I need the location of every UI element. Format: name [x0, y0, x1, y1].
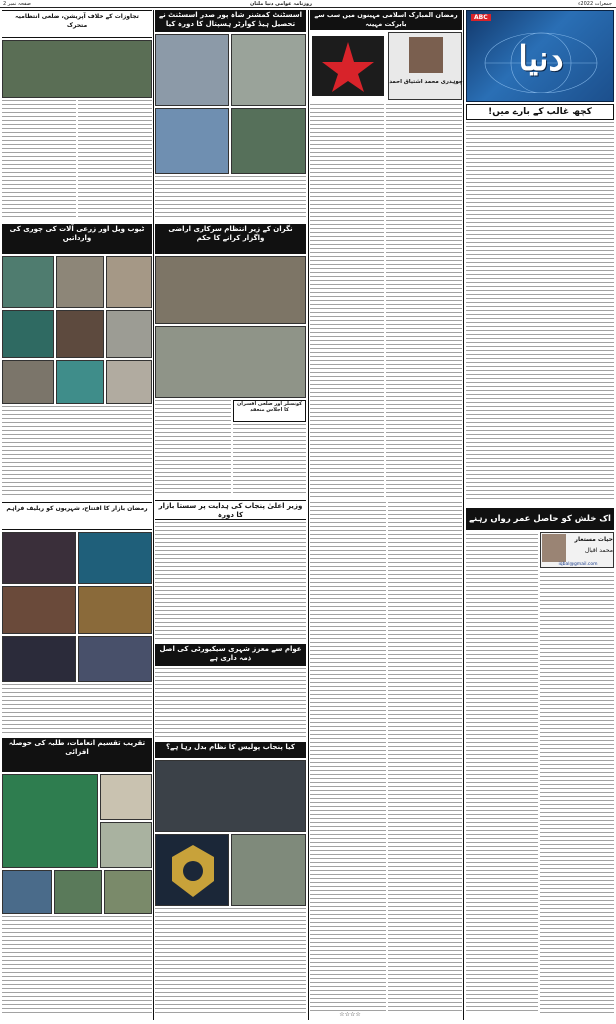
column1-headline: رمضان المبارک اسلامی مہینوں میں سب سے بابرکت مہینہ: [310, 10, 462, 30]
page-number: صفحہ نمبر 2: [3, 1, 31, 7]
news-body-6: [155, 522, 306, 642]
editorial-title: کچھ غالب کے بارے میں!: [488, 107, 592, 117]
news-photo-25: [100, 774, 152, 820]
column1-body-right: [310, 104, 384, 500]
news-body-1: [155, 176, 306, 220]
column1-header: [310, 10, 462, 102]
column2-author: محمد اقبال: [584, 547, 613, 554]
column2-author-label: حیات مستعار: [574, 536, 613, 543]
news-photo-21: [78, 586, 152, 634]
news-photo-1: [155, 34, 229, 106]
news-photo-20: [2, 586, 76, 634]
masthead: [466, 10, 614, 102]
news-photo-19: [78, 532, 152, 584]
news-photo-18: [2, 532, 76, 584]
news-headline-4: ٹیوب ویل اور زرعی آلات کی چوری کی وارداتیں: [2, 224, 152, 254]
news-photo-5: [155, 256, 306, 324]
news-photo-16: [56, 360, 104, 404]
news-body-8: [155, 908, 306, 1016]
news-photo-24: [2, 774, 98, 868]
news-headline-2: تجاوزات کے خلاف آپریشن، ضلعی انتظامیہ متحرک: [2, 10, 152, 38]
news-photo-10: [56, 256, 104, 308]
news-body-4: [2, 406, 152, 498]
news-photo-3: [155, 108, 229, 174]
news-photo-22: [2, 636, 76, 682]
news-body-2a: [2, 100, 76, 220]
news-photo-7: [2, 40, 152, 98]
column1-body-left: [386, 104, 462, 500]
news-body-7: [155, 668, 306, 738]
abc-badge: ABC: [471, 14, 491, 21]
column2-body-right: [540, 572, 614, 1014]
news-photo-8: [231, 834, 306, 906]
news-photo-12: [2, 310, 54, 358]
column-divider: [308, 10, 309, 1020]
column2-body-left: [466, 534, 538, 1014]
news-photo-14: [106, 310, 152, 358]
column-divider: [463, 10, 464, 1020]
news-body-3a: [155, 400, 231, 496]
column-divider: [153, 10, 154, 1020]
police-logo-icon: [155, 834, 229, 906]
news-headline-8: کیا پنجاب پولیس کا نظام بدل رہا ہے؟: [155, 742, 306, 758]
lower-center-body-left: [388, 502, 462, 1014]
news-photo-27: [2, 870, 52, 914]
news-headline-3: نگران کے زیر انتظام سرکاری اراضی واگزار کرانے کا حکم: [155, 224, 306, 254]
news-body-9: [2, 916, 152, 1016]
author-photo: [409, 37, 443, 73]
news-headline-7: عوام سے معزز شہری سیکیورٹی کی اصل ذمہ داری ہے: [155, 644, 306, 666]
column2-title-box: [466, 508, 614, 530]
page-header: [0, 0, 616, 8]
author-photo: [542, 534, 566, 562]
news-photo-6: [155, 326, 306, 398]
news-photo-4: [231, 108, 306, 174]
news-headline-6: وزیر اعلیٰ پنجاب کی ہدایت پر سستا بازار کا دورہ: [155, 500, 306, 520]
globe-icon: [467, 23, 615, 35]
news-headline-1: اسسٹنٹ کمشنر شاہ پور صدر اسسٹنٹ نے تحصیل ہیڈ کوارٹر ہسپتال کا دورہ کیا: [155, 10, 306, 32]
news-photo-9: [2, 256, 54, 308]
news-body-3b: [233, 424, 306, 496]
news-photo-13: [56, 310, 104, 358]
column1-author: چوہدری محمد اشتیاق احمد: [389, 79, 463, 85]
column2-title: اک خلش کو حاصل عمر رواں رہنے: [469, 514, 611, 524]
news-photo-11: [106, 256, 152, 308]
news-photo-28: [54, 870, 102, 914]
news-body-5: [2, 684, 152, 734]
news-headline-9: تقریب تقسیم انعامات، طلبہ کی حوصلہ افزائی: [2, 738, 152, 772]
news-box-text: کونسلر اور ضلعی افسران کا اجلاس منعقد: [236, 401, 302, 413]
lower-center-body-right: [310, 502, 386, 1014]
editorial-title-box: [466, 104, 614, 120]
news-photo-29: [104, 870, 152, 914]
news-headline-5: رمضان بازار کا افتتاح، شہریوں کو ریلیف فراہم: [2, 502, 152, 530]
news-photo-26: [100, 822, 152, 868]
news-body-2b: [78, 100, 152, 220]
news-photo-23: [78, 636, 152, 682]
news-photo-17: [106, 360, 152, 404]
author-card: [388, 32, 462, 100]
editorial-body: [466, 122, 614, 502]
column2-email: iqbal@gmail.com: [558, 562, 598, 567]
news-photo-15: [2, 360, 54, 404]
column2-author-box: [540, 532, 614, 568]
issue-date: جمعرات 2022ء: [578, 1, 612, 7]
masthead-title: دنیا: [518, 39, 564, 79]
police-vehicle-photo: [155, 760, 306, 832]
news-photo-2: [231, 34, 306, 106]
news-box: [233, 400, 306, 422]
newspaper-name: روزنامہ عوامی دنیا ملتان: [250, 1, 312, 7]
footer-stars: ☆☆☆☆: [339, 1012, 361, 1018]
star-logo-icon: [312, 36, 384, 96]
